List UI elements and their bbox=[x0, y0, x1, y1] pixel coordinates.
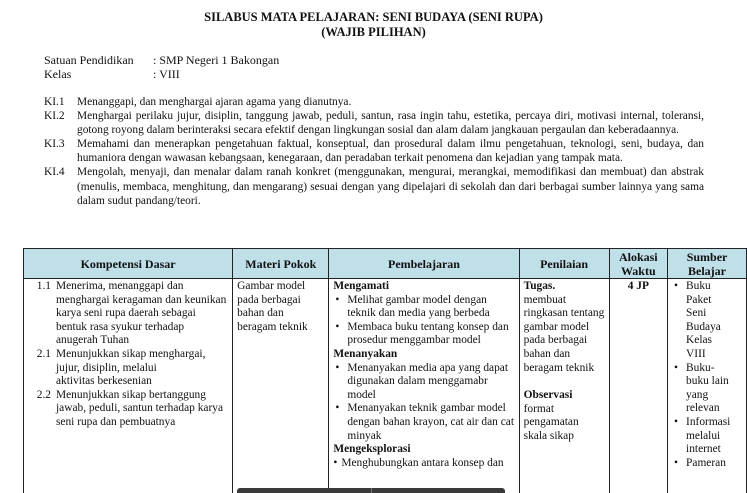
ki-code: KI.3 bbox=[44, 138, 65, 151]
kd-text: Menunjukkan sikap bertanggung jawab, peduli, santun terhadap karya seni rupa dan pembuatnya bbox=[56, 388, 223, 428]
kd-number: 2.1 bbox=[36, 347, 51, 360]
meta-label: Satuan Pendidikan bbox=[44, 53, 134, 67]
kd-text: Menerima, menanggapi dan menghargai keragaman dan keunikan karya seni rupa daerah sebagai bentuk rasa syukur terhadap anugerah Tuhan bbox=[56, 280, 227, 347]
ki-text: Menghargai perilaku jujur, disiplin, tanggung jawab, peduli, santun, rasa ingin tahu, estetika, percaya diri, motivasi internal, toleransi, gotong royong dalam berinteraksi secara efektif dengan lingkungan sosial dan alam dalam jangkauan pergaulan dan keberadaannya. bbox=[77, 110, 704, 137]
kd-item bbox=[32, 389, 228, 430]
ki-code: KI.1 bbox=[44, 96, 65, 108]
list-item: • Menanyakan teknik gambar model dengan bahan krayon, cat air dan cat minyak bbox=[335, 402, 514, 442]
syllabus-table bbox=[23, 248, 747, 493]
header-penilaian: Penilaian bbox=[519, 249, 609, 279]
ki-text: Mengolah, menyaji, dan menalar dalam ranah konkret (menggunakan, mengurai, merangkai, memodifikasi dan membuat) dan abstrak (menulis, membaca, menghitung, dan mengarang) sesuai dengan yang dipelajari di sekolah dan dari berbagai sumber lainnya yang sama dalam sudut pandang/teori. bbox=[77, 166, 704, 207]
bullet-icon: • bbox=[674, 280, 679, 292]
ki-item bbox=[44, 165, 704, 207]
meta-label: Kelas bbox=[44, 67, 72, 81]
bullet-icon: • bbox=[335, 361, 340, 374]
ki-code: KI.2 bbox=[44, 110, 65, 123]
header-kompetensi-dasar: Kompetensi Dasar bbox=[24, 249, 233, 279]
penilaian-tugas-heading: Tugas. bbox=[523, 280, 556, 292]
kompetensi-inti-list bbox=[44, 95, 704, 208]
pembelajaran-heading: Mengeksplorasi bbox=[333, 443, 411, 456]
meta-row-satuan bbox=[44, 53, 279, 67]
cell-materi-pokok: Gambar model pada berbagai bahan dan beragam teknik bbox=[233, 279, 329, 493]
table-header-row bbox=[24, 249, 747, 279]
cell-sumber-belajar bbox=[668, 279, 747, 493]
header-sumber-belajar bbox=[668, 249, 747, 279]
header-pembelajaran: Pembelajaran bbox=[329, 249, 519, 279]
header-sumber-line1: Sumber bbox=[686, 249, 728, 264]
bullet-icon: • bbox=[335, 320, 340, 333]
header-sumber-line2: Belajar bbox=[688, 263, 727, 278]
penilaian-observasi-heading: Observasi bbox=[523, 389, 573, 402]
cell-kompetensi-dasar bbox=[24, 279, 233, 493]
list-item: • Membaca buku tentang konsep dan prosedur menggambar model bbox=[335, 320, 509, 347]
list-item: • Pameran bbox=[674, 456, 726, 469]
kd-text-continued: jujur, disiplin, melalui aktivitas berkesenian bbox=[56, 361, 157, 388]
bullet-icon: • bbox=[335, 402, 340, 415]
cell-penilaian bbox=[519, 279, 609, 493]
sumber-list bbox=[672, 280, 742, 470]
meta-info bbox=[44, 53, 279, 81]
ki-item bbox=[44, 137, 704, 165]
list-item: • Informasi melalui internet bbox=[674, 415, 731, 456]
list-item: • Menanyakan media apa yang dapat digunakan dalam menggamabr model bbox=[335, 361, 508, 401]
list-item: • Melihat gambar model dengan teknik dan media yang berbeda bbox=[335, 293, 490, 320]
list-item: • Menghubungkan antara konsep dan bbox=[333, 456, 504, 469]
ki-code: KI.4 bbox=[44, 166, 65, 179]
ki-item bbox=[44, 95, 704, 109]
bullet-icon: • bbox=[674, 361, 679, 374]
pembelajaran-list bbox=[333, 362, 514, 444]
kd-number: 2.2 bbox=[36, 388, 51, 401]
ki-text: Menanggapi, dan menghargai ajaran agama yang dianutnya. bbox=[77, 96, 352, 108]
bullet-icon: • bbox=[674, 456, 679, 469]
bullet-icon: • bbox=[335, 293, 340, 306]
title-line-2: (WAJIB PILIHAN) bbox=[321, 25, 426, 39]
header-alokasi-waktu bbox=[609, 249, 667, 279]
list-item: • Buku Paket Seni Budaya Kelas VIII bbox=[674, 280, 721, 360]
cell-pembelajaran bbox=[329, 279, 519, 493]
pembelajaran-heading: Mengamati bbox=[333, 280, 390, 292]
header-materi-pokok: Materi Pokok bbox=[233, 249, 329, 279]
penilaian-tugas-text: membuat ringkasan tentang gambar model pada berbagai bahan dan beragam teknik bbox=[523, 293, 605, 374]
meta-value: : VIII bbox=[153, 67, 180, 81]
header-alokasi-line1: Alokasi bbox=[618, 249, 658, 264]
toolbar-divider bbox=[371, 488, 372, 493]
bullet-icon: • bbox=[333, 456, 338, 469]
kd-item bbox=[32, 280, 228, 348]
pembelajaran-heading: Menanyakan bbox=[333, 347, 398, 360]
cell-alokasi-waktu: 4 JP bbox=[609, 279, 667, 493]
kd-number: 1.1 bbox=[36, 280, 51, 292]
pembelajaran-list bbox=[333, 294, 514, 348]
meta-value: : SMP Negeri 1 Bakongan bbox=[153, 53, 280, 67]
title-line-1: SILABUS MATA PELAJARAN: SENI BUDAYA (SENI RUPA) bbox=[204, 10, 543, 24]
viewer-toolbar[interactable] bbox=[237, 488, 505, 493]
bullet-icon: • bbox=[674, 415, 679, 428]
list-item: • Buku-buku lain yang relevan bbox=[674, 361, 729, 415]
pembelajaran-list bbox=[333, 457, 514, 471]
penilaian-observasi-text: format pengamatan skala sikap bbox=[523, 402, 579, 442]
table-row bbox=[24, 279, 747, 493]
ki-item bbox=[44, 109, 704, 137]
kd-text: Menunjukkan sikap menghargai, bbox=[56, 347, 206, 360]
document-title bbox=[0, 10, 747, 40]
header-alokasi-line2: Waktu bbox=[620, 263, 656, 278]
meta-row-kelas bbox=[44, 67, 279, 81]
kd-item bbox=[32, 348, 228, 362]
spacer bbox=[524, 375, 605, 389]
ki-text: Memahami dan menerapkan pengetahuan faktual, konseptual, dan prosedural dalam ilmu pengetahuan, teknologi, seni, budaya, dan humaniora dengan wawasan kebangsaan, kenegaraan, dan peradaban terkait penomena dan kejadian yang tampak mata. bbox=[77, 138, 704, 165]
